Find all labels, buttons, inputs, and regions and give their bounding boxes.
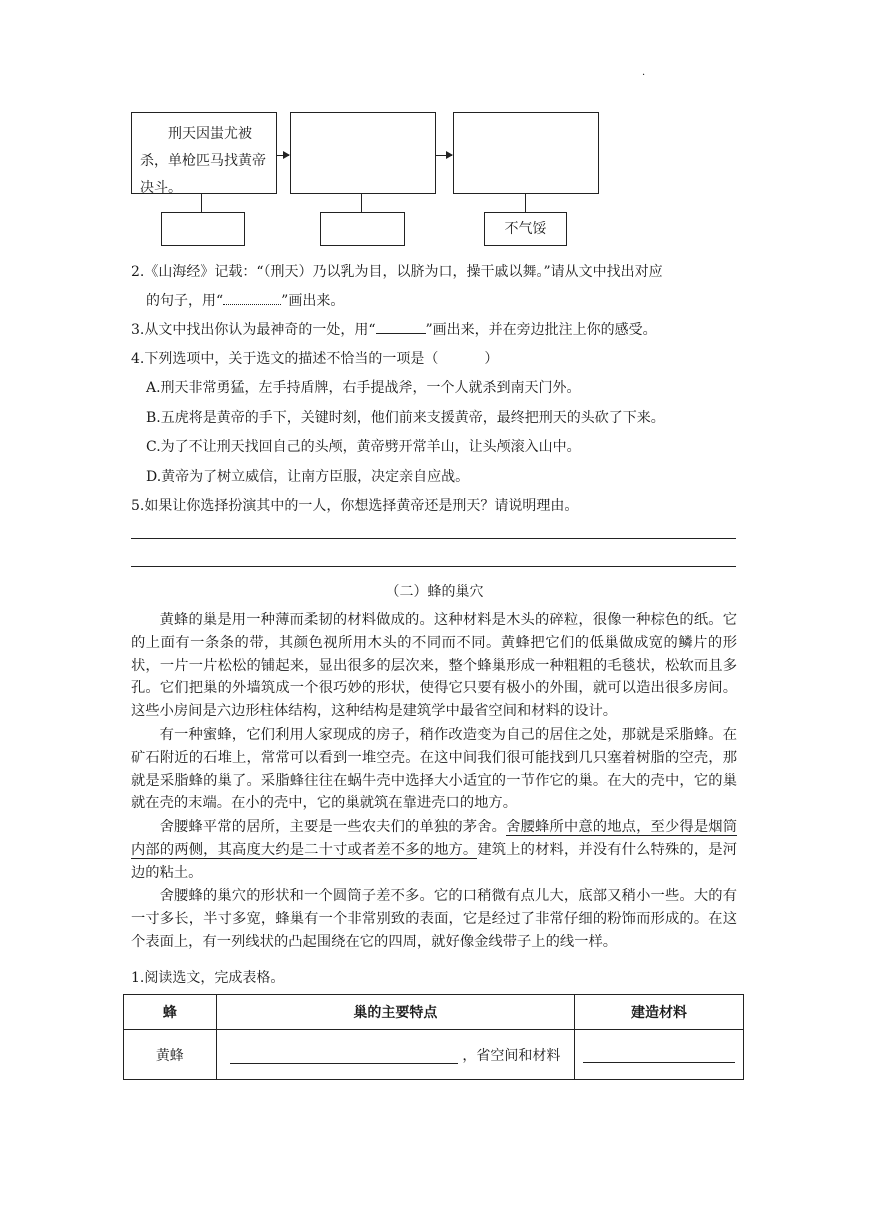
table-instruction: 1.阅读选文，完成表格。: [131, 970, 285, 986]
section-2-title: （二）蜂的巢穴: [385, 584, 484, 600]
option-c: C.为了不让刑天找回自己的头颅，黄帝劈开常羊山，让头颅滚入山中。: [146, 439, 581, 455]
table-row: [124, 1030, 744, 1080]
flow-box-1-text: 刑天因蚩尤被杀，单枪匹马找黄帝决斗。: [140, 126, 266, 196]
question-4-post: ）: [484, 351, 499, 367]
flow-box-2: [290, 112, 436, 194]
table-header-row: [124, 995, 744, 1030]
option-a: A.刑天非常勇猛，左手持盾牌，右手提战斧，一个人就杀到南天门外。: [146, 380, 581, 396]
question-2-pre: 的句子，用“: [146, 293, 224, 309]
flow-connector-1: [201, 194, 202, 212]
question-3-pre: 3.从文中找出你认为最神奇的一处，用“: [131, 322, 376, 338]
question-3: [131, 319, 657, 339]
question-3-post: ”画出来，并在旁边批注上你的感受。: [425, 322, 657, 338]
wavy-line-sample: [223, 292, 281, 305]
passage-paragraph-3: [131, 816, 737, 884]
flow-arrow-1: [277, 155, 289, 156]
question-4-pre: 4.下列选项中，关于选文的描述不恰当的一项是（: [131, 351, 439, 367]
flow-small-box-3: [484, 212, 567, 246]
answer-line-1[interactable]: [131, 538, 736, 539]
flow-connector-3: [525, 194, 526, 212]
flow-arrow-2: [436, 155, 452, 156]
cell-bee-name: 黄蜂: [124, 1030, 217, 1080]
flow-box-2-text: [291, 113, 435, 121]
passage-p3-underlined: 舍腰蜂所中意的地点，至少得是烟筒内部的两侧，其高度大约是二十寸或者差不多的地方。: [131, 819, 738, 858]
header-feature: 巢的主要特点: [216, 995, 574, 1030]
material-blank[interactable]: [583, 1048, 735, 1063]
question-2-line-1: 2.《山海经》记载：“（刑天）乃以乳为目，以脐为口，操干戚以舞。”请从文中找出对应: [131, 264, 663, 280]
answer-line-2[interactable]: [131, 566, 736, 567]
cell-material: [575, 1030, 744, 1080]
flow-small-box-3-text: 不气馁: [504, 221, 547, 237]
question-4: [131, 348, 498, 368]
option-b: B.五虎将是黄帝的手下，关键时刻，他们前来支援黄帝，最终把刑天的头砍了下来。: [146, 410, 665, 426]
cell-feature: [216, 1030, 574, 1080]
header-bee: 蜂: [124, 995, 217, 1030]
flow-small-box-2: [320, 212, 405, 246]
question-2-post: ”画出来。: [281, 293, 345, 309]
flow-connector-2: [361, 194, 362, 212]
option-d: D.黄帝为了树立威信，让南方臣服，决定亲自应战。: [146, 469, 470, 485]
passage-paragraph-4: 舍腰蜂的巢穴的形状和一个圆筒子差不多。它的口稍微有点儿大，底部又稍小一些。大的有一寸多长，半寸多宽，蜂巢有一个非常别致的表面，它是经过了非常仔细的粉饰而形成的。在这个表面上，有一列线状的凸起围绕在它的四周，就好像金线带子上的线一样。: [131, 888, 737, 950]
question-5: 5.如果让你选择扮演其中的一人，你想选择黄帝还是刑天？请说明理由。: [131, 498, 579, 514]
header-material: 建造材料: [575, 995, 744, 1030]
answer-table: [123, 994, 744, 1080]
flow-box-1: [131, 112, 277, 194]
feature-suffix: ，省空间和材料: [462, 1047, 561, 1064]
feature-blank[interactable]: [230, 1049, 458, 1064]
passage-paragraph-2: 有一种蜜蜂，它们利用人家现成的房子，稍作改造变为自己的居住之处，那就是采脂蜂。在矿石附近的石堆上，常常可以看到一堆空壳。在这中间我们很可能找到几只塞着树脂的空壳，那就是采脂蜂的巢了。采脂蜂往往在蜗牛壳中选择大小适宜的一节作它的巢。在大的壳中，它的巢就在壳的末端。在小的壳中，它的巢就筑在靠进壳口的地方。: [131, 727, 737, 812]
flow-small-box-1: [161, 212, 245, 246]
question-2-line-2: [146, 290, 344, 310]
header-dot: ·: [642, 70, 646, 81]
underline-sample: [376, 321, 426, 334]
flow-box-3: [453, 112, 599, 194]
passage-p3-post: 建筑上的材料，并没有什么特殊的，是河边的粘土。: [131, 841, 738, 881]
passage-paragraph-1: 黄蜂的巢是用一种薄而柔韧的材料做成的。这种材料是木头的碎粒，很像一种棕色的纸。它的上面有一条条的带，其颜色视所用木头的不同而不同。黄蜂把它们的低巢做成宽的鳞片的形状，一片一片松松的铺起来，显出很多的层次来，整个蜂巢形成一种粗粗的毛毯状，松软而且多孔。它们把巢的外墙筑成一个很巧妙的形状，使得它只要有极小的外围，就可以造出很多房间。这些小房间是六边形柱体结构，这种结构是建筑学中最省空间和材料的设计。: [131, 612, 737, 720]
flow-box-3-text: [454, 113, 598, 121]
passage-p3-pre: 舍腰蜂平常的居所，主要是一些农夫们的单独的茅舍。: [159, 819, 507, 835]
